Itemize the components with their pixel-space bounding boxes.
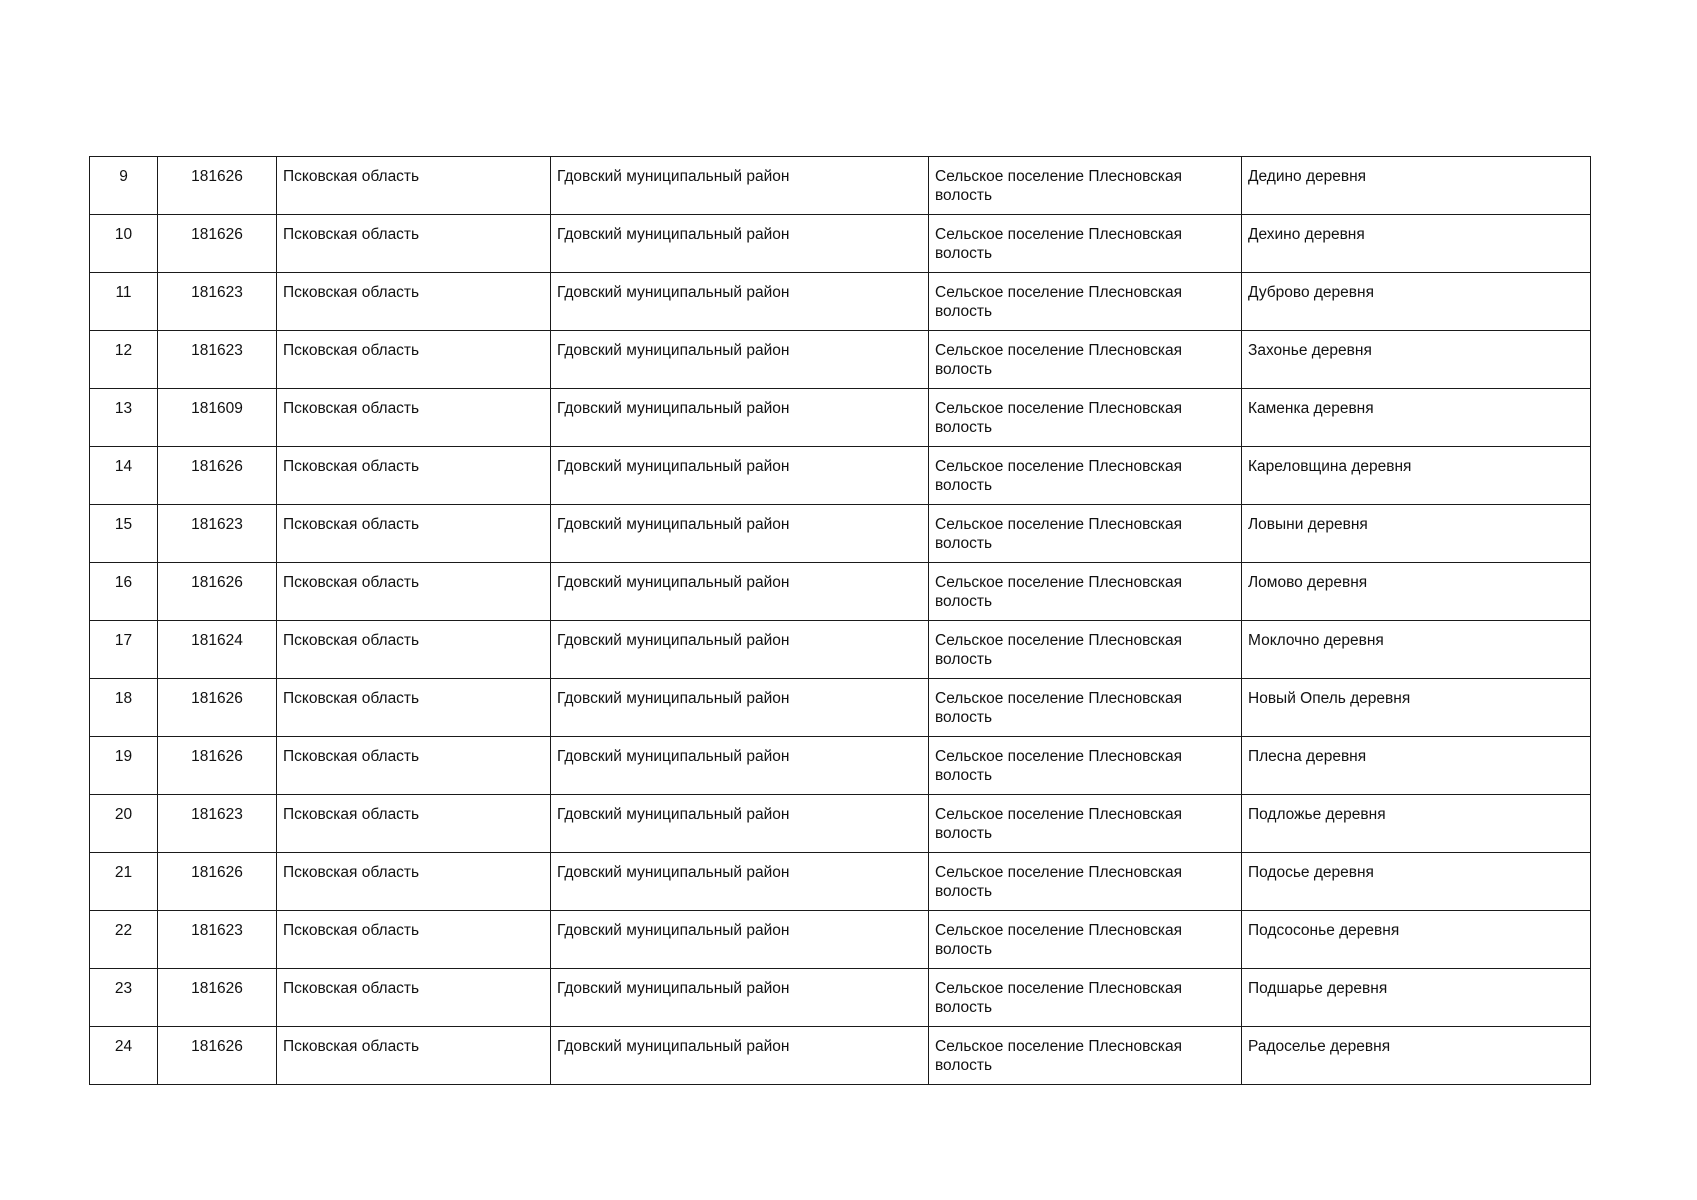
district-cell: Гдовский муниципальный район (551, 795, 929, 853)
locality-cell: Каменка деревня (1242, 389, 1591, 447)
row-number-cell: 12 (90, 331, 158, 389)
settlement-cell: Сельское поселение Плесновская волость (929, 911, 1242, 969)
settlement-cell: Сельское поселение Плесновская волость (929, 795, 1242, 853)
region-cell: Псковская область (277, 737, 551, 795)
row-number-cell: 24 (90, 1027, 158, 1085)
row-number-cell: 17 (90, 621, 158, 679)
settlement-cell: Сельское поселение Плесновская волость (929, 389, 1242, 447)
table-row (90, 1027, 1591, 1085)
district-cell: Гдовский муниципальный район (551, 737, 929, 795)
region-cell: Псковская область (277, 273, 551, 331)
region-cell: Псковская область (277, 621, 551, 679)
settlement-cell: Сельское поселение Плесновская волость (929, 331, 1242, 389)
table-row (90, 969, 1591, 1027)
district-cell: Гдовский муниципальный район (551, 1027, 929, 1085)
district-cell: Гдовский муниципальный район (551, 853, 929, 911)
address-table (89, 156, 1591, 1085)
postal-code-cell: 181623 (158, 505, 277, 563)
region-cell: Псковская область (277, 447, 551, 505)
district-cell: Гдовский муниципальный район (551, 679, 929, 737)
table-row (90, 505, 1591, 563)
region-cell: Псковская область (277, 911, 551, 969)
postal-code-cell: 181609 (158, 389, 277, 447)
region-cell: Псковская область (277, 795, 551, 853)
row-number-cell: 11 (90, 273, 158, 331)
district-cell: Гдовский муниципальный район (551, 505, 929, 563)
district-cell: Гдовский муниципальный район (551, 621, 929, 679)
settlement-cell: Сельское поселение Плесновская волость (929, 737, 1242, 795)
region-cell: Псковская область (277, 215, 551, 273)
locality-cell: Ломово деревня (1242, 563, 1591, 621)
postal-code-cell: 181623 (158, 795, 277, 853)
settlement-cell: Сельское поселение Плесновская волость (929, 853, 1242, 911)
row-number-cell: 18 (90, 679, 158, 737)
district-cell: Гдовский муниципальный район (551, 157, 929, 215)
table-row (90, 157, 1591, 215)
region-cell: Псковская область (277, 389, 551, 447)
postal-code-cell: 181626 (158, 215, 277, 273)
postal-code-cell: 181626 (158, 1027, 277, 1085)
locality-cell: Подсосонье деревня (1242, 911, 1591, 969)
region-cell: Псковская область (277, 1027, 551, 1085)
locality-cell: Ловыни деревня (1242, 505, 1591, 563)
row-number-cell: 22 (90, 911, 158, 969)
district-cell: Гдовский муниципальный район (551, 911, 929, 969)
region-cell: Псковская область (277, 331, 551, 389)
table-row (90, 563, 1591, 621)
table-row (90, 215, 1591, 273)
district-cell: Гдовский муниципальный район (551, 331, 929, 389)
locality-cell: Подшарье деревня (1242, 969, 1591, 1027)
postal-code-cell: 181626 (158, 157, 277, 215)
postal-code-cell: 181623 (158, 331, 277, 389)
locality-cell: Новый Опель деревня (1242, 679, 1591, 737)
settlement-cell: Сельское поселение Плесновская волость (929, 679, 1242, 737)
postal-code-cell: 181626 (158, 969, 277, 1027)
region-cell: Псковская область (277, 969, 551, 1027)
settlement-cell: Сельское поселение Плесновская волость (929, 563, 1242, 621)
settlement-cell: Сельское поселение Плесновская волость (929, 273, 1242, 331)
row-number-cell: 15 (90, 505, 158, 563)
locality-cell: Радоселье деревня (1242, 1027, 1591, 1085)
table-row (90, 331, 1591, 389)
row-number-cell: 19 (90, 737, 158, 795)
region-cell: Псковская область (277, 563, 551, 621)
row-number-cell: 10 (90, 215, 158, 273)
table-row (90, 447, 1591, 505)
locality-cell: Плесна деревня (1242, 737, 1591, 795)
postal-code-cell: 181626 (158, 447, 277, 505)
settlement-cell: Сельское поселение Плесновская волость (929, 1027, 1242, 1085)
region-cell: Псковская область (277, 853, 551, 911)
settlement-cell: Сельское поселение Плесновская волость (929, 969, 1242, 1027)
table-row (90, 853, 1591, 911)
row-number-cell: 13 (90, 389, 158, 447)
settlement-cell: Сельское поселение Плесновская волость (929, 621, 1242, 679)
settlement-cell: Сельское поселение Плесновская волость (929, 215, 1242, 273)
locality-cell: Дехино деревня (1242, 215, 1591, 273)
table-row (90, 389, 1591, 447)
district-cell: Гдовский муниципальный район (551, 447, 929, 505)
table-row (90, 273, 1591, 331)
table-row (90, 795, 1591, 853)
postal-code-cell: 181626 (158, 679, 277, 737)
region-cell: Псковская область (277, 679, 551, 737)
postal-code-cell: 181624 (158, 621, 277, 679)
locality-cell: Кареловщина деревня (1242, 447, 1591, 505)
row-number-cell: 21 (90, 853, 158, 911)
row-number-cell: 23 (90, 969, 158, 1027)
locality-cell: Подосье деревня (1242, 853, 1591, 911)
settlement-cell: Сельское поселение Плесновская волость (929, 447, 1242, 505)
table-row (90, 621, 1591, 679)
locality-cell: Подложье деревня (1242, 795, 1591, 853)
district-cell: Гдовский муниципальный район (551, 389, 929, 447)
locality-cell: Моклочно деревня (1242, 621, 1591, 679)
region-cell: Псковская область (277, 157, 551, 215)
table-row (90, 737, 1591, 795)
district-cell: Гдовский муниципальный район (551, 215, 929, 273)
locality-cell: Дедино деревня (1242, 157, 1591, 215)
postal-code-cell: 181623 (158, 273, 277, 331)
settlement-cell: Сельское поселение Плесновская волость (929, 505, 1242, 563)
district-cell: Гдовский муниципальный район (551, 969, 929, 1027)
district-cell: Гдовский муниципальный район (551, 563, 929, 621)
table-row (90, 679, 1591, 737)
address-table-body (90, 157, 1591, 1085)
district-cell: Гдовский муниципальный район (551, 273, 929, 331)
postal-code-cell: 181626 (158, 853, 277, 911)
row-number-cell: 20 (90, 795, 158, 853)
postal-code-cell: 181626 (158, 563, 277, 621)
row-number-cell: 16 (90, 563, 158, 621)
table-row (90, 911, 1591, 969)
locality-cell: Захонье деревня (1242, 331, 1591, 389)
region-cell: Псковская область (277, 505, 551, 563)
row-number-cell: 9 (90, 157, 158, 215)
locality-cell: Дуброво деревня (1242, 273, 1591, 331)
settlement-cell: Сельское поселение Плесновская волость (929, 157, 1242, 215)
row-number-cell: 14 (90, 447, 158, 505)
postal-code-cell: 181626 (158, 737, 277, 795)
postal-code-cell: 181623 (158, 911, 277, 969)
